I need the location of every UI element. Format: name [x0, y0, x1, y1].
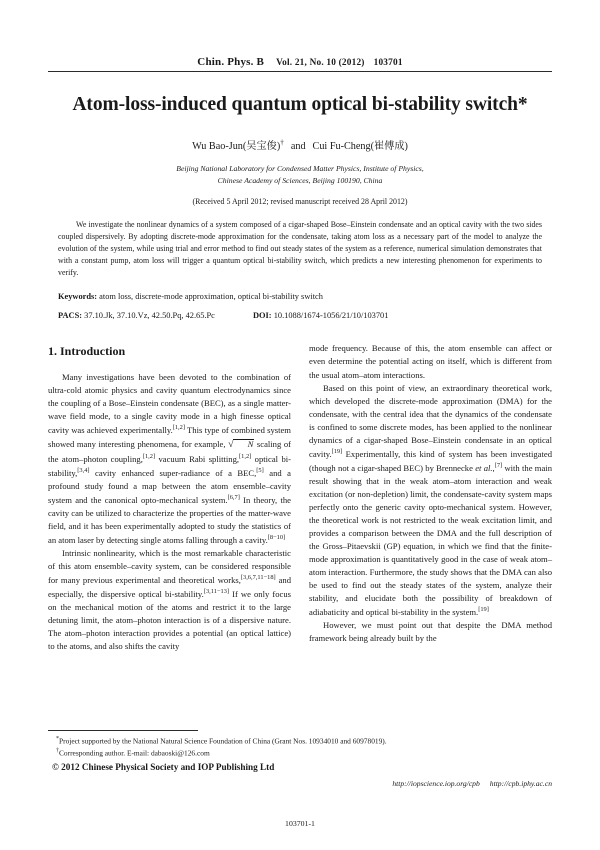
running-head: [48, 0, 552, 68]
citation-ref[interactable]: [8−10]: [267, 533, 286, 541]
doi-label: DOI:: [252, 310, 272, 320]
right-paragraph-1: mode frequency. Because of this, the atom ensemble can affect or even determine the potential acting on itself, which is different from the usual atom–atom interactions.: [309, 343, 552, 380]
sqrt-n-symbol: N: [233, 439, 255, 449]
corresponding-text[interactable]: Corresponding author. E-mail: dabaoski@126.com: [59, 748, 210, 758]
lp1-seg-e: optical bi-stability,: [48, 453, 292, 478]
author-two: Cui Fu-Cheng(崔傅成): [312, 141, 408, 152]
author-line: [48, 137, 552, 152]
footnote-funding: [48, 735, 552, 747]
et-al: et al.: [475, 462, 493, 473]
rp2-seg-d: with the main result showing that in the weak atom–atom interaction and weak excitation (or non-depletion) limit, the condensate-cavity system maps perfectly onto the generic cavity opto-mechanical system. However, the theoretical work is not restricted to the weak excitation limit, and provides a comparison between the DMA and the full description of the Gross–Pitaevskii (GP) equation, in which we find that the finite-mode approximation is quantitatively good in the case of weak atom–atom interaction. Furthermore, the study shows that the DMA can also be used to find out the steady states of the system, analyze their stability, and elucidate both the possibility of breakdown of adiabaticity and optical bi-stability in the system.: [309, 462, 552, 618]
footnote-rule: [48, 730, 198, 731]
rp2-seg-a: Based on this point of view, an extraordinary theoretical work, which developed the discrete-mode approximation (DMA) for the condensate, with the central idea that the dynamics of the condensate is confined to some discrete modes, has been applied to the nonlinear dynamics of a cigar-shaped Bose–Einstein condensate in an optical cavity.: [309, 382, 552, 459]
author-one: Wu Bao-Jun(吴宝俊): [192, 141, 281, 152]
received-date: (Received 5 April 2012; revised manuscript received 28 April 2012): [192, 197, 408, 207]
citation-ref[interactable]: [1,2]: [172, 423, 185, 431]
left-column: [48, 342, 291, 653]
section-heading-introduction: 1. Introduction: [48, 344, 126, 359]
keywords-value: atom loss, discrete-mode approximation, optical bi-stability switch: [99, 292, 323, 302]
footnote-corresponding: [48, 747, 552, 759]
doi-group: [253, 311, 388, 320]
lp1-seg-a: Many investigations have been devoted to the combination of ultra-cold atomic physics and cavity quantum electrodynamics since the coupling of a Bose–Einstein condensate (BEC), as a single matter-wave field mode, to a single cavity mode in a high finesse optical cavity was achieved experimentally.: [48, 371, 291, 435]
citation-ref[interactable]: [1,2]: [142, 452, 156, 460]
body-columns: [48, 342, 552, 653]
copyright-line: © 2012 Chinese Physical Society and IOP Publishing Ltd: [52, 762, 275, 772]
article-number-header: 103701: [373, 58, 403, 68]
citation-ref[interactable]: [3,11−13]: [203, 587, 230, 595]
affiliation-line-2: Chinese Academy of Sciences, Beijing 100190, China: [217, 175, 383, 185]
affiliation: [48, 163, 552, 186]
lp1-seg-f: cavity enhanced super-radiance of a BEC,: [89, 467, 257, 478]
rp2-seg-b: Experimentally, this kind of system has been investigated (though not a cigar-shaped BEC) by Brennecke: [309, 448, 552, 473]
citation-ref[interactable]: [1,2]: [239, 452, 252, 460]
keywords-label: Keywords:: [58, 292, 98, 302]
abstract-text: We investigate the nonlinear dynamics of a system composed of a cigar-shaped Bose–Einstein condensate and an optical cavity with the two sides coupled dispersively. By adopting discrete-mode approximation for the condensate, taking atom loss as a necessary part of the model to analyze the evolution of the system, while using trial and error method to find out steady states of the system as a reference, numerical simulation demonstrates that with a constant pump, atom loss will trigger a quantum optical bi-stability switch, which predicts a new interesting phenomenon for experiments to verify.: [58, 220, 542, 278]
lp1-seg-h: In theory, the cavity can be utilized to characterize the properties of the matter-wave field, and it has been experimentally adopted to study the statistics of an atom laser by detecting single atoms falling through a cavity.: [48, 494, 292, 545]
left-paragraph-2: [48, 547, 291, 653]
page-number: 103701-1: [285, 819, 315, 828]
url-cpb[interactable]: http://cpb.iphy.ac.cn: [489, 779, 552, 788]
rp2-seg-c: ,: [492, 462, 495, 473]
lp1-seg-b: This type of combined system showed many interesting phenomena, for example,: [48, 424, 291, 449]
corresponding-marker: †: [56, 748, 59, 755]
lp2-seg-a: Intrinsic nonlinearity, which is the most remarkable characteristic of this atom ensemble–cavity system, can be considered responsible for many previous experimental and theoretical works,: [48, 547, 291, 585]
left-paragraph-1: Many investigations have been devoted to the combination of ultra-cold atomic physics and cavity quantum electrodynamics since the coupling of a Bose–Einstein condensate (BEC), as a single matter-wave field mode, to a single cavity mode in a high finesse optical cavity was achieved experimentally.[1,2] This type of combined system showed many interesting phenomena, for example, √ N scaling of the atom–photon coupling,[1,2] vacuum Rabi splitting,[1,2] optical bi-stability,[3,4] cavity enhanced super-radiance of a BEC,[5] and a profound study found a map between the atom ensemble–cavity system and the canonical opto-mechanical system.[6,7] In theory, the cavity can be utilized to characterize the properties of the matter-wave field, and it has been experimentally adopted to study the statistics of an atom laser by detecting single atoms falling through a cavity.[8−10]: [48, 371, 292, 545]
lp1-seg-d: vacuum Rabi splitting,: [155, 453, 240, 464]
keywords-row: [48, 291, 552, 304]
doi-value[interactable]: 10.1088/1674-1056/21/10/103701: [273, 310, 389, 320]
lp1-seg-c: scaling of the atom–photon coupling,: [48, 438, 291, 464]
footer-urls: [48, 779, 552, 788]
footnote-block: [48, 730, 552, 788]
pacs-label: PACS:: [58, 310, 83, 320]
pacs-value: 37.10.Jk, 37.10.Vz, 42.50.Pq, 42.65.Pc: [84, 310, 215, 320]
lp1-seg-g: and a profound study found a map between the atom ensemble–cavity system and the canonical opto-mechanical system.: [48, 467, 291, 505]
citation-ref[interactable]: [5]: [256, 466, 264, 474]
funding-text: Project supported by the National Natural Science Foundation of China (Grant Nos. 10934010 and 60978019).: [59, 736, 387, 746]
pacs-doi-row: [48, 310, 552, 323]
header-rule: [48, 71, 552, 72]
funding-marker: *: [56, 736, 59, 743]
citation-ref[interactable]: [7]: [494, 461, 503, 469]
volume-issue: Vol. 21, No. 10 (2012): [276, 58, 365, 68]
right-paragraph-3: However, we must point out that despite the DMA method framework being already built by the: [309, 620, 552, 644]
lp2-seg-b: and especially, the dispersive optical bi-stability.: [48, 574, 291, 599]
citation-ref[interactable]: [19]: [331, 447, 343, 455]
citation-ref[interactable]: [19]: [478, 606, 489, 614]
right-paragraph-2: [309, 382, 552, 620]
right-column: [309, 342, 552, 653]
url-iopscience[interactable]: http://iopscience.iop.org/cpb: [392, 779, 480, 788]
journal-name: Chin. Phys. B: [197, 56, 265, 68]
page-title: Atom-loss-induced quantum optical bi-stability switch*: [72, 94, 528, 115]
author-dagger-marker: †: [280, 138, 284, 147]
lp2-seg-c: If we only focus on the mechanical motion of the atoms and restrict it to the large detuning limit, the atom–photon interaction is of a dispersive nature. The atom–photon interaction provides a potential (an optical lattice) to the atoms, and also shifts the cavity: [48, 588, 291, 652]
citation-ref[interactable]: [6,7]: [227, 493, 240, 501]
citation-ref[interactable]: [3,4]: [77, 466, 90, 474]
citation-ref[interactable]: [3,6,7,11−18]: [240, 573, 276, 581]
author-conjunction: and: [290, 141, 306, 152]
affiliation-line-1: Beijing National Laboratory for Condensed Matter Physics, Institute of Physics,: [176, 164, 424, 173]
